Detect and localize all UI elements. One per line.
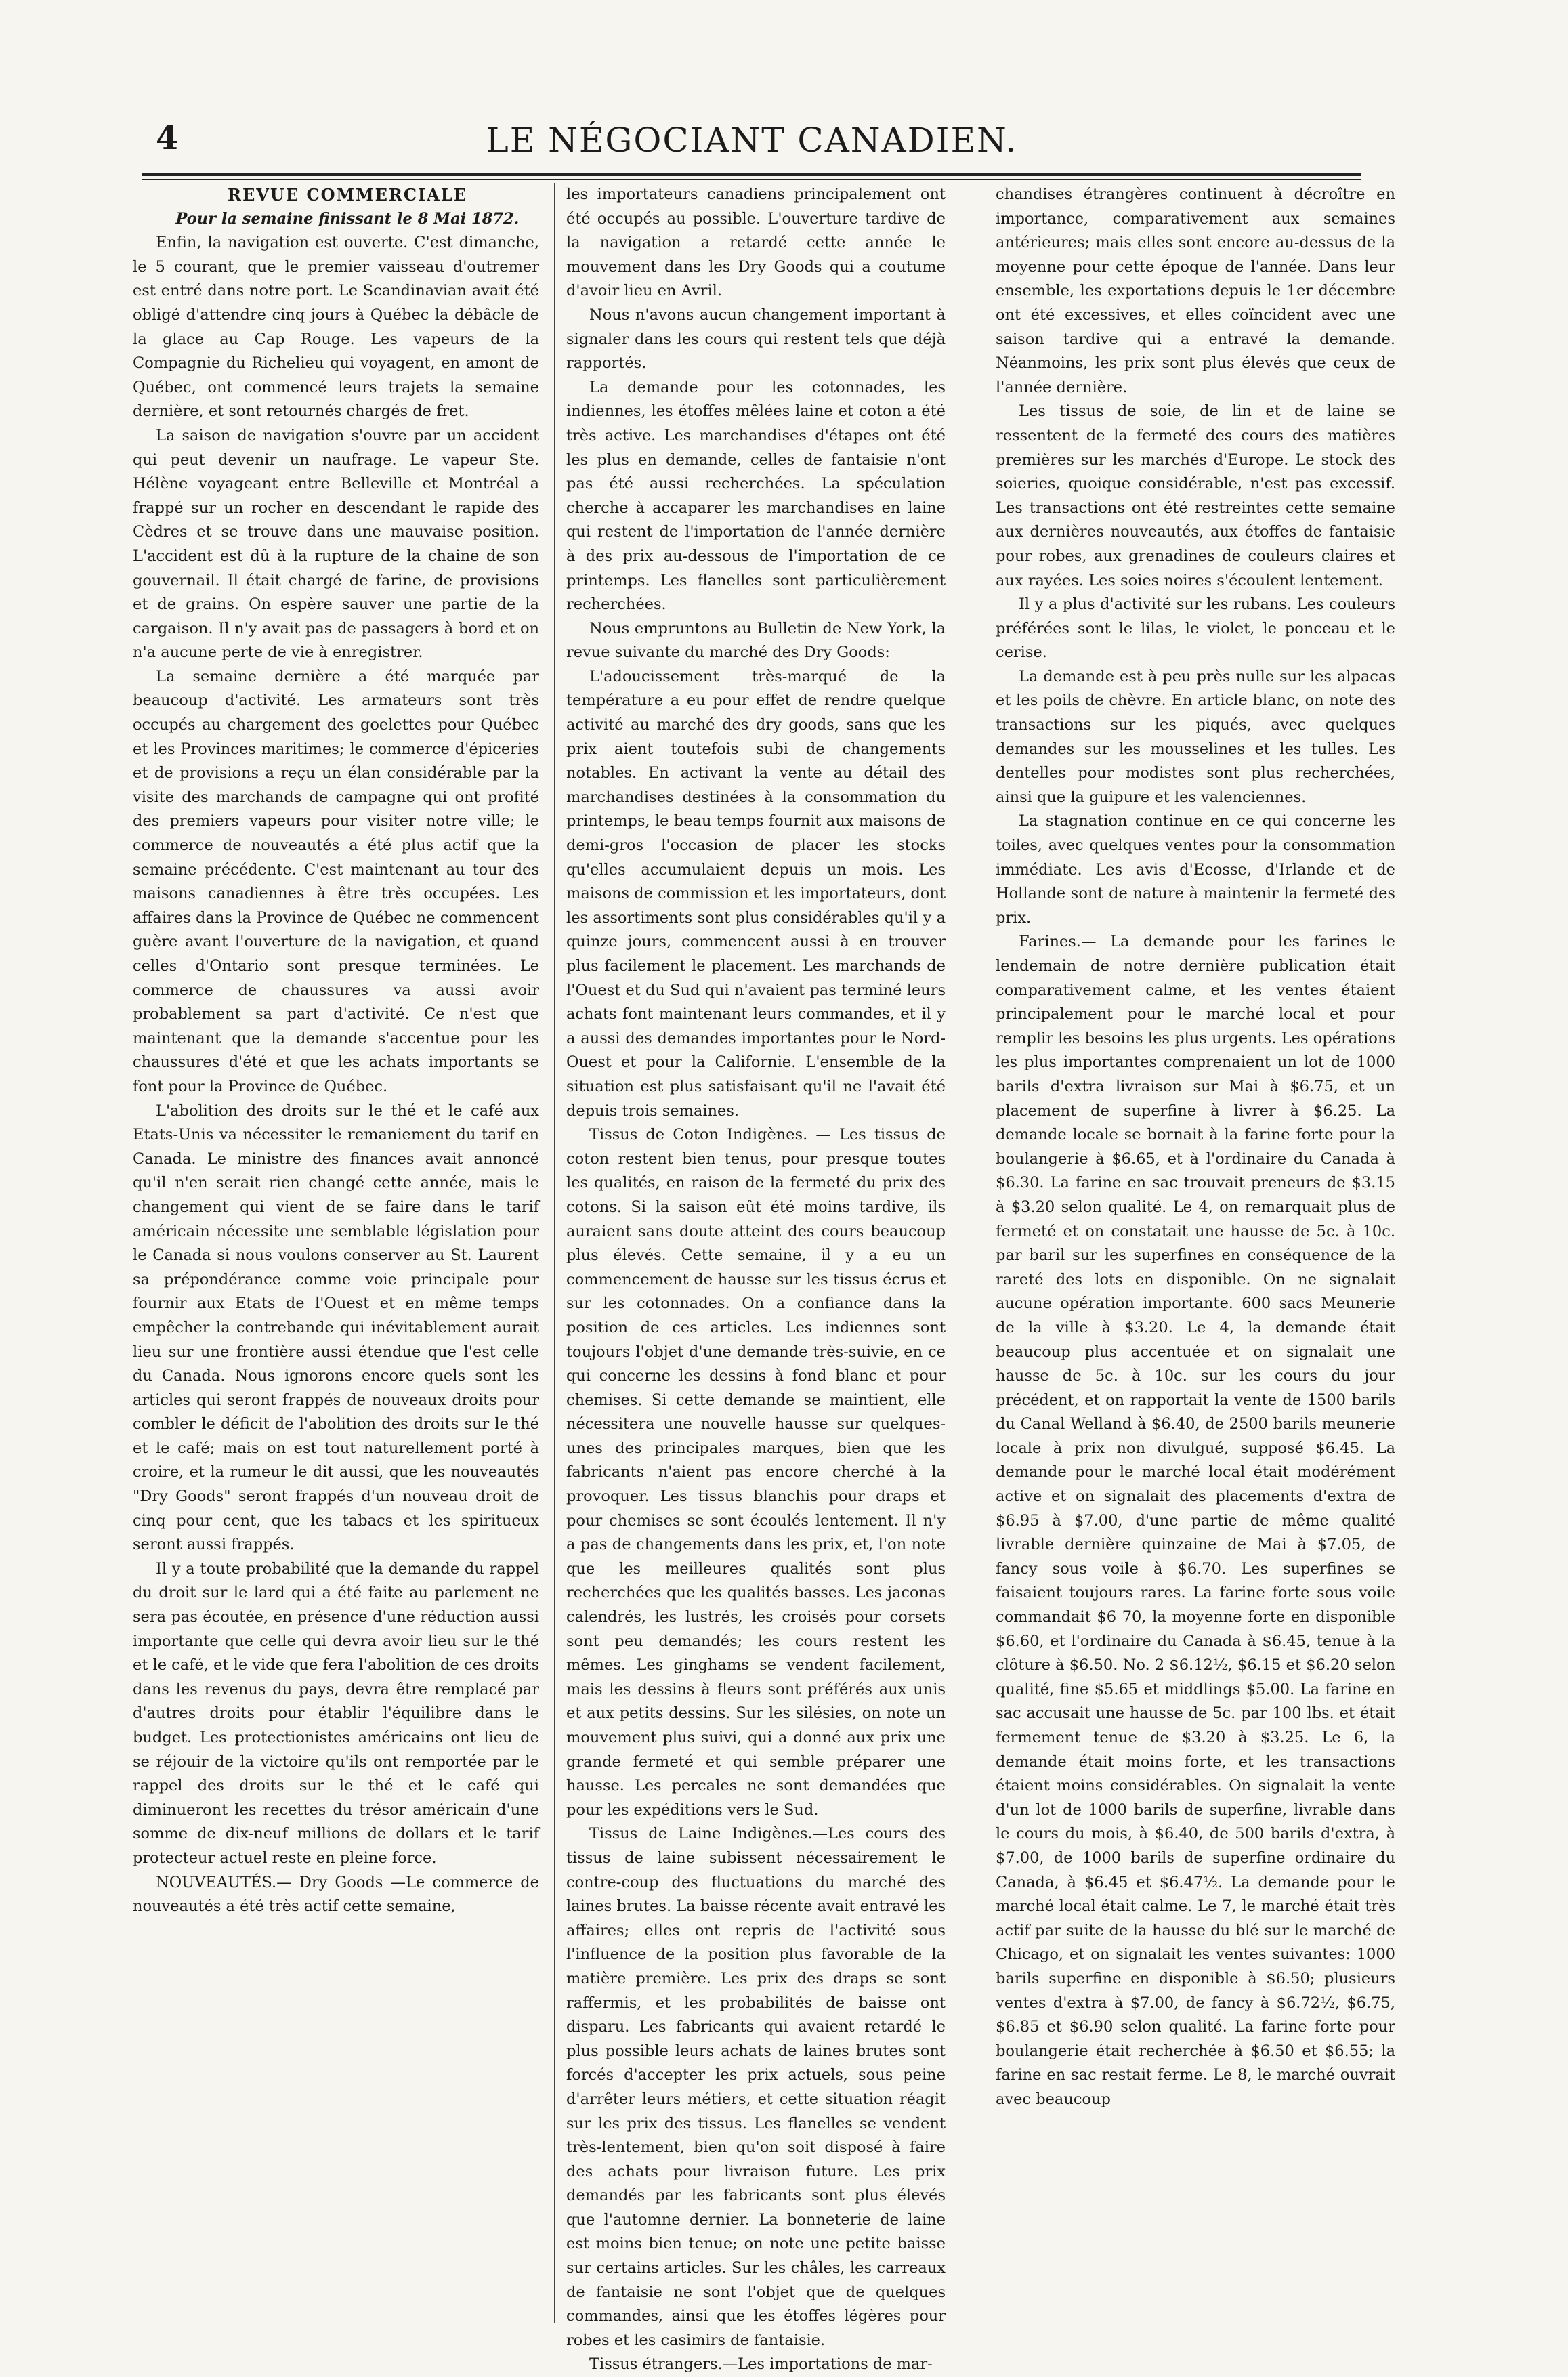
paragraph: NOUVEAUTÉS.— Dry Goods —Le commerce de nouveautés a été très actif cette semaine, (133, 1873, 539, 1916)
paragraph: Tissus étrangers.—Les importations de mar- (589, 2355, 933, 2374)
paragraph: Il y a plus d'activité sur les rubans. Les couleurs préférées sont le lilas, le violet, le ponceau et le cerise. (996, 595, 1395, 662)
paragraph: La saison de navigation s'ouvre par un accident qui peut devenir un naufrage. Le vapeur Ste. Hélène voyageant entre Belleville et Montréal a frappé sur un rocher en descendant le rapide des Cèdres et se trouve dans une mauvaise position. L'accident est dû à la rupture de la chaine de son gouvernail. Il était chargé de farine, de provisions et de grains. On espère sauver une partie de la cargaison. Il n'y avait pas de passagers à bord et on n'a aucune perte de vie à enregistrer. (133, 426, 539, 662)
paragraph: La demande pour les cotonnades, les indiennes, les étoffes mêlées laine et coton a été très active. Les marchandises d'étapes ont été les plus en demande, celles de fantaisie n'ont pas été aussi recherchées. La spéculation cherche à accaparer les marchandises en laine qui restent de l'importation de l'année dernière à des prix au-dessous de l'importation de ce printemps. Les flanelles sont particulièrement recherchées. (566, 378, 946, 614)
masthead (142, 119, 1361, 167)
column-2 (566, 183, 946, 2374)
paragraph: Les tissus de soie, de lin et de laine se ressentent de la fermeté des cours des matières premières sur les marchés d'Europe. Le stock des soieries, quoique considérable, n'est pas excessif. Les transactions ont été restreintes cette semaine aux dernières nouveautés, aux étoffes de fantaisie pour robes, aux grenadines de couleurs claires et aux rayées. Les soies noires s'écoulent lentement. (996, 402, 1395, 589)
section-subheading: Pour la semaine finissant le 8 Mai 1872. (175, 209, 520, 228)
paragraph: chandises étrangères continuent à décroître en importance, comparativement aux semaines antérieures; mais elles sont encore au-dessus de la moyenne pour cette époque de l'année. Dans leur ensemble, les exportations depuis le 1er décembre ont été excessives, et elles coïncident avec une saison tardive qui a entravé la demande. Néanmoins, les prix sont plus élevés que ceux de l'année dernière. (996, 186, 1395, 396)
column-3 (996, 183, 1395, 2323)
page-number: 4 (156, 119, 179, 157)
paragraph: Enfin, la navigation est ouverte. C'est dimanche, le 5 courant, que le premier vaisseau d'outremer est entré dans notre port. Le Scandinavian avait été obligé d'attendre cinq jours à Québec la débâcle de la glace au Cap Rouge. Les vapeurs de la Compagnie du Richelieu qui voyagent, en amont de Québec, ont commencé leurs trajets la semaine dernière, et sont retournés chargés de fret. (133, 234, 539, 421)
paragraph: Il y a toute probabilité que la demande du rappel du droit sur le lard qui a été faite au parlement ne sera pas écoutée, en présence d'une réduction aussi importante que celle qui devra avoir lieu sur le thé et le café, et le vide que fera l'abolition de ces droits dans les revenus du pays, devra être remplacé par d'autres droits pour établir l'équilibre dans le budget. Les protectionistes américains ont lieu de se réjouir de la victoire qu'ils ont remportée par le rappel des droits sur le thé et le café qui diminueront les recettes du trésor américain d'une somme de dix-neuf millions de dollars et le tarif protecteur actuel reste en pleine force. (133, 1559, 539, 1867)
newspaper-title: LE NÉGOCIANT CANADIEN. (486, 121, 1018, 160)
paragraph: La semaine dernière a été marquée par beaucoup d'activité. Les armateurs sont très occupés au chargement des goelettes pour Québec et les Provinces maritimes; le commerce d'épiceries et de provisions a reçu un élan considérable par la visite des marchands de campagne qui ont profité des premiers vapeurs pour visiter notre ville; le commerce de nouveautés a été plus actif que la semaine précédente. C'est maintenant au tour des maisons canadiennes à être très occupées. Les affaires dans la Province de Québec ne commencent guère avant l'ouverture de la navigation, et quand celles d'Ontario sont presque terminées. Le commerce de chaussures va aussi avoir probablement sa part d'activité. Ce n'est que maintenant que la demande s'accentue pour les chaussures d'été et que les achats importants se font pour la Province de Québec. (133, 667, 539, 1095)
paragraph: L'abolition des droits sur le thé et le café aux Etats-Unis va nécessiter le remaniement du tarif en Canada. Le ministre des finances avait annoncé qu'il n'en serait rien changé cette année, mais le changement qui vient de se faire dans le tarif américain nécessite une semblable législation pour le Canada si nous voulons conserver au St. Laurent sa prépondérance comme voie principale pour fournir aux Etats de l'Ouest et en même temps empêcher la contrebande qui inévitablement aurait lieu sur une frontière aussi étendue que l'est celle du Canada. Nous ignorons encore quels sont les articles qui seront frappés de nouveaux droits pour combler le déficit de l'abolition des droits sur le thé et le café; mais on est tout naturellement porté à croire, et la rumeur le dit aussi, que les nouveautés "Dry Goods" seront frappés d'un nouveau droit de cinq pour cent, que les tabacs et les spiritueux seront aussi frappés. (133, 1101, 539, 1554)
header-rule-thin (142, 179, 1361, 180)
section-heading: REVUE COMMERCIALE (228, 185, 467, 205)
column-divider-1 (554, 183, 555, 2323)
paragraph: Nous empruntons au Bulletin de New York, la revue suivante du marché des Dry Goods: (566, 619, 946, 662)
paragraph: Tissus de Laine Indigènes.—Les cours des tissus de laine subissent nécessairement le contre-coup des fluctuations du marché des laines brutes. La baisse récente avait entravé les affaires; elles ont repris de l'activité sous l'influence de la position plus favorable de la matière première. Les prix des draps se sont raffermis, et les probabilités de baisse ont disparu. Les fabricants qui avaient retardé le plus possible leurs achats de laines brutes sont forcés d'accepter les prix actuels, sous peine d'arrêter leurs métiers, et cette situation réagit sur les prix des tissus. Les flanelles se vendent très-lentement, bien qu'on soit disposé à faire des achats pour livraison future. Les prix demandés par les fabricants sont plus élevés que l'automne dernier. La bonneterie de laine est moins bien tenue; on note une petite baisse sur certains articles. Sur les châles, les carreaux de fantaisie ne sont l'objet que de quelques commandes, ainsi que les étoffes légères pour robes et les casimirs de fantaisie. (566, 1825, 946, 2349)
paragraph: les importateurs canadiens principalement ont été occupés au possible. L'ouverture tardive de la navigation a retardé cette année le mouvement dans les Dry Goods qui a coutume d'avoir lieu en Avril. (566, 186, 946, 300)
paragraph: L'adoucissement très-marqué de la température a eu pour effet de rendre quelque activité au marché des dry goods, sans que les prix aient toutefois subi de changements notables. En activant la vente au détail des marchandises destinées à la consommation du printemps, le beau temps fournit aux maisons de demi-gros l'occasion de placer les stocks qu'elles accumulaient depuis un mois. Les maisons de commission et les importateurs, dont les assortiments sont plus considérables qu'il y a quinze jours, commencent aussi à en trouver plus facilement le placement. Les marchands de l'Ouest et du Sud qui n'avaient pas terminé leurs achats font maintenant leurs commandes, et il y a aussi des demandes importantes pour le Nord-Ouest et pour la Californie. L'ensemble de la situation est plus satisfaisant qu'il ne l'avait été depuis trois semaines. (566, 667, 946, 1120)
column-1 (133, 183, 539, 2323)
paragraph: La stagnation continue en ce qui concerne les toiles, avec quelques ventes pour la consommation immédiate. Les avis d'Ecosse, d'Irlande et de Hollande sont de nature à maintenir la fermeté des prix. (996, 812, 1395, 927)
paragraph: Farines.— La demande pour les farines le lendemain de notre dernière publication était comparativement calme, et les ventes étaient principalement pour le marché local et pour remplir les besoins les plus urgents. Les opérations les plus importantes comprenaient un lot de 1000 barils d'extra livraison sur Mai à $6.75, et un placement de superfine à livrer à $6.25. La demande locale se bornait à la farine forte pour la boulangerie à $6.65, et à l'ordinaire du Canada à $6.30. La farine en sac trouvait preneurs de $3.15 à $3.20 selon qualité. Le 4, on remarquait plus de fermeté et on constatait une hausse de 5c. à 10c. par baril sur les superfines en conséquence de la rareté des lots en disponible. On ne signalait aucune opération importante. 600 sacs Meunerie de la ville à $3.20. Le 4, la demande était beaucoup plus accentuée et on signalait une hausse de 5c. à 10c. sur les cours du jour précédent, et on rapportait la vente de 1500 barils du Canal Welland à $6.40, de 2500 barils meunerie locale à prix non divulgué, supposé $6.45. La demande pour le marché local était modérément active et on signalait des placements d'extra de $6.95 à $7.00, d'une partie de même qualité livrable dernière quinzaine de Mai à $7.05, de fancy sous voile à $6.70. Les superfines se faisaient toujours rares. La farine forte sous voile commandait $6 70, la moyenne forte en disponible $6.60, et l'ordinaire du Canada à $6.45, tenue à la clôture à $6.50. No. 2 $6.12½, $6.15 et $6.20 selon qualité, fine $5.65 et middlings $5.00. La farine en sac accusait une hausse de 5c. par 100 lbs. et était fermement tenue de $3.20 à $3.25. Le 6, la demande était moins forte, et les transactions étaient moins considérables. On signalait la vente d'un lot de 1000 barils de superfine, livrable dans le cours du mois, à $6.40, de 500 barils d'extra, à $7.00, de 1000 barils de superfine ordinaire du Canada, à $6.45 et $6.47½. La demande pour le marché local était calme. Le 7, le marché était très actif par suite de la hausse du blé sur le marché de Chicago, et on signalait les ventes suivantes: 1000 barils superfine en disponible à $6.50; plusieurs ventes d'extra à $7.00, de fancy à $6.72½, $6.75, $6.85 et $6.90 selon qualité. La farine forte pour boulangerie était recherchée à $6.50 et $6.55; la farine en sac restait ferme. Le 8, le marché ouvrait avec beaucoup (996, 933, 1395, 2108)
paragraph: Nous n'avons aucun changement important à signaler dans les cours qui restent tels que déjà rapportés. (566, 306, 946, 373)
header-rule (142, 173, 1361, 176)
paragraph: Tissus de Coton Indigènes. — Les tissus de coton restent bien tenus, pour presque toutes les qualités, en raison de la fermeté du prix des cotons. Si la saison eût été moins tardive, ils auraient sans doute atteint des cours beaucoup plus élevés. Cette semaine, il y a eu un commencement de hausse sur les tissus écrus et sur les cotonnades. On a confiance dans la position de ces articles. Les indiennes sont toujours l'objet d'une demande très-suivie, en ce qui concerne les dessins à fond blanc et pour chemises. Si cette demande se maintient, elle nécessitera une nouvelle hausse sur quelques-unes des principales marques, bien que les fabricants n'aient pas encore cherché à la provoquer. Les tissus blanchis pour draps et pour chemises se sont écoulés lentement. Il n'y a pas de changements dans les prix, et, l'on note que les meilleures qualités sont plus recherchées que les qualités basses. Les jaconas calendrés, les lustrés, les croisés pour corsets sont peu demandés; les cours restent les mêmes. Les ginghams se vendent facilement, mais les dessins à fleurs sont préférés aux unis et aux petits dessins. Sur les silésies, on note un mouvement plus suivi, qui a donné aux prix une grande fermeté et qui semble préparer une hausse. Les percales ne sont demandées que pour les expéditions vers le Sud. (566, 1126, 946, 1819)
paragraph: La demande est à peu près nulle sur les alpacas et les poils de chèvre. En article blanc, on note des transactions sur les piqués, avec quelques demandes sur les mousselines et les tulles. Les dentelles pour modistes sont plus recherchées, ainsi que la guipure et les valenciennes. (996, 667, 1395, 806)
